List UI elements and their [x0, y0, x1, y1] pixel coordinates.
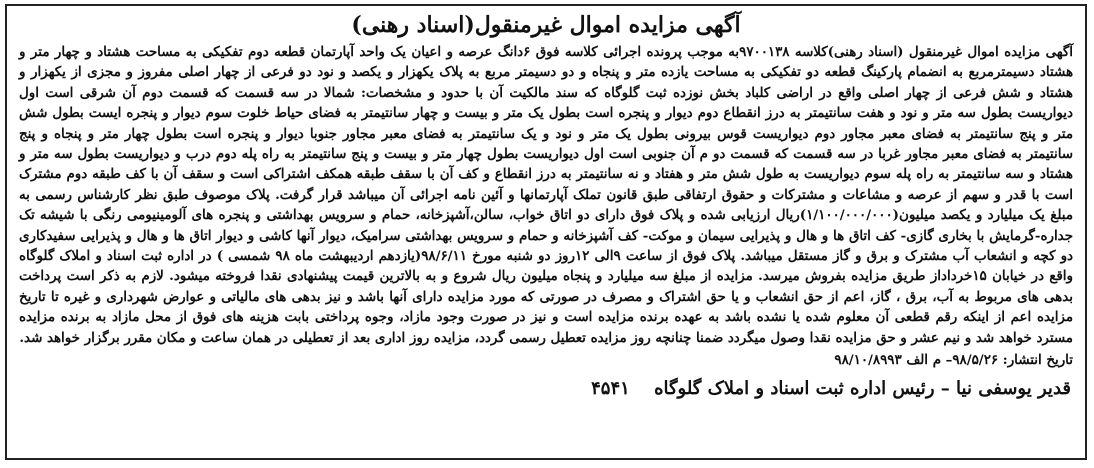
notice-body: آگهی مزایده اموال غیرمنقول (اسناد رهنی)کلاسه ۹۷۰۰۱۳۸به موجب پرونده اجرائی کلاسه فوق ۶دانگ عرصه و اعیان یک واحد آپارتمان قطعه دوم تفکیکی به مساحت هشتاد و چهار متر و هشتاد دسیمترمربع به انضمام پارکینگ قطعه دو تفکیکی به مساحت یازده متر و پنجاه و دو دسیمتر مربع به پلاک یکهزار و یکصد و نود دو فرعی از چهار اصلی مفروز و مجزی از یکهزار و هشتاد و شش فرعی از چهار اصلی واقع در اراضی کلباد بخش نوزده ثبت گلوگاه که سند مالکیت آن با حدود و مشخصات: شمالا در سه قسمت که قسمت دوم آن شرقی است اول دیواریست بطول سه متر و نود و هفت سانتیمتر به درز انقطاع دوم دیوار و پنجره است بطول یک متر و بیست و چهار سانتیمتر به فضای حیاط خلوت سوم دیوار و پنجره ایست بطول شش متر و پنج سانتیمتر به فضای معبر مجاور دوم دیواریست قوس بیرونی بطول یک متر و نود و یک سانتیمتر به فضای معبر مجاور جنوبا دیوار و پنجره است بطول چهار متر و پنجاه و پنج سانتیمتر به فضای معبر مجاور غربا در سه قسمت که قسمت دو م آن جنوبی است اول دیواریست بطول چهار متر و بیست و پنج سانتیمتر به راه پله دوم درب و دیواریست بطول سه متر و هشتاد و سه سانتیمتر به راه پله سوم دیواریست به طول شش متر و هفتاد و نه سانتیمتر به درز انقطاع و کف آن با سقف طبقه همکف اشتراکی است و سقف آن با کف طبقه دوم مشترک است با قدر و سهم از عرصه و مشاعات و مشترکات و حقوق ارتفاقی طبق قانون تملک آپارتمانها و آئین نامه اجرائی آن میباشد قرار گرفت. پلاک موصوف طبق نظر کارشناس رسمی به مبلغ یک میلیارد و یکصد میلیون(۱/۱۰۰/۰۰۰/۰۰۰)ریال ارزیابی شده و پلاک فوق دارای دو اتاق خواب، سالن،آشپزخانه، حمام و سرویس بهداشتی و پنجره های آلومینیومی رنگی با شیشه تک جداره-گرمایش با بخاری گازی- کف اتاق ها و هال و پذیرایی سیمان و موکت- کف آشپزخانه و حمام و سرویس بهداشتی سرامیک، دیوار آنها کاشی و دیوار اتاق ها و هال و پذیرایی سفیدکاری دو کچه و انشعاب آب مشترک و برق و گاز مستقل میباشد. پلاک فوق از ساعت ۹الی ۱۲روز دو شنبه مورخ ۹۸/۶/۱۱(یازدهم اردیبهشت ماه ۹۸ شمسی ) در اداره ثبت اسناد و املاک گلوگاه واقع در خیابان ۱۵خرداداز طریق مزایده بفروش میرسد. مزایده از مبلغ سه میلیارد و پنجاه میلیون ریال شروع و به بالاترین قیمت پیشنهادی نقدا فروخته میشود. لازم به ذکر است پرداخت بدهی های مربوط به آب، برق ، گاز، اعم از حق انشعاب و یا حق اشتراک و مصرف در صورتی که مورد مزایده دارای آنها باشد و نیز بدهی های مالیاتی و عوارض شهرداری و غیره تا تاریخ مزایده اعم از اینکه رقم قطعی آن معلوم شده یا نشده باشد به عهده برنده مزایده است و نیز در صورت وجود مازاد، وجوه پرداختی بابت هزینه های فوق از محل مازاد به برنده مزایده مسترد خواهد شد و نیم عشر و حق مزایده نقدا وصول میگردد ضمنا چنانچه روز مزایده تعطیل رسمی گردد، مزایده روز اداری بعد از تعطیلی در همان ساعت و مکان مقرر برگزار خواهد شد. — [19, 44, 1074, 346]
notice-title: آگهی مزایده اموال غیرمنقول(اسناد رهنی) — [351, 12, 741, 38]
publication-date: تاریخ انتشار: ۹۸/۵/۲۶– م الف ۹۸/۱۰/۸۹۹۳ — [834, 352, 1073, 369]
signature-name: قدیر یوسفی نیا – رئیس اداره ثبت اسناد و املاک گلوگاه — [654, 378, 1071, 400]
signature-line — [7, 370, 1085, 402]
notice-frame — [5, 4, 1087, 460]
watermark-logo: ​ — [321, 256, 333, 321]
signature-number: ۴۵۴۱ — [591, 378, 630, 400]
